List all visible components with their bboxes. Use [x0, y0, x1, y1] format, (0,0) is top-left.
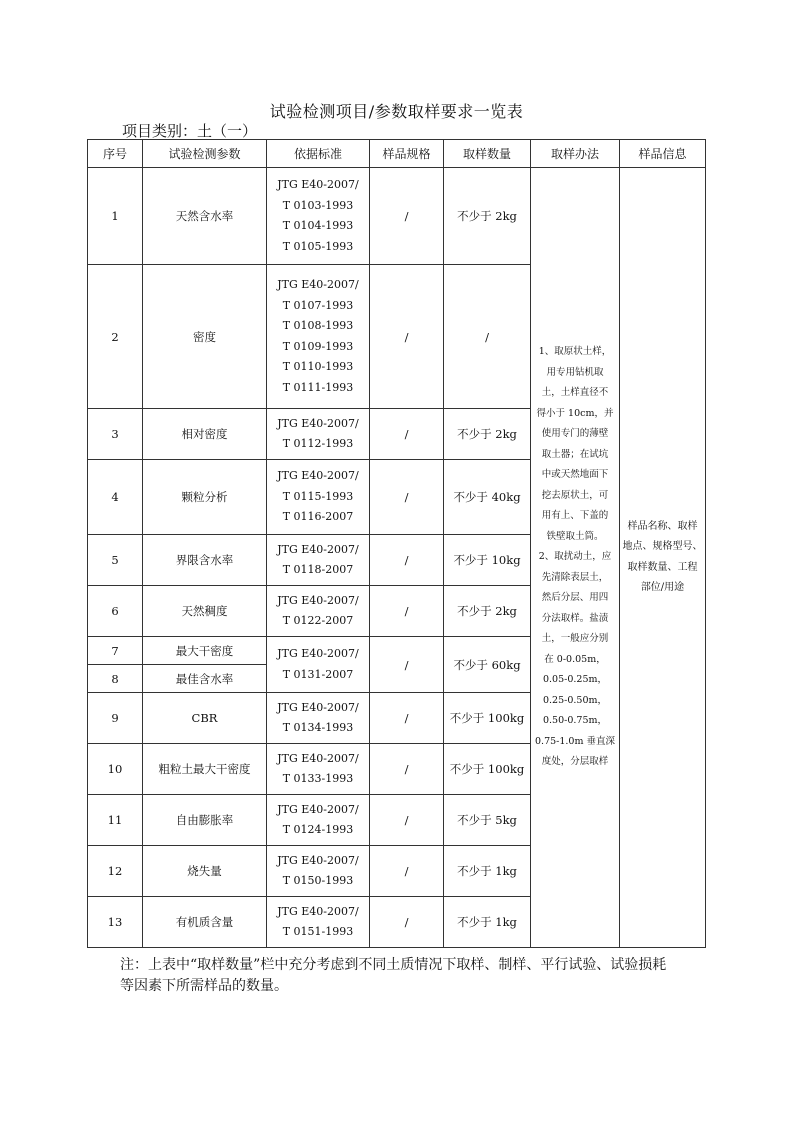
standard-line: JTG E40-2007/: [277, 853, 359, 867]
standard-line: T 0150-1993: [282, 874, 354, 887]
header-spec: 样品规格: [370, 140, 444, 168]
row-parameter: CBR: [143, 693, 267, 744]
row-parameter: 天然含水率: [143, 168, 267, 265]
standard-line: JTG E40-2007/: [277, 416, 359, 430]
footnote: [120, 955, 700, 997]
row-standard: [267, 744, 370, 795]
sampling-requirements-table: [87, 139, 706, 948]
row-spec: /: [370, 744, 444, 795]
row-number: 11: [88, 795, 143, 846]
method-line: 中或天然地面下: [541, 469, 609, 481]
standard-line: JTG E40-2007/: [277, 593, 359, 607]
row-quantity: /: [444, 265, 531, 409]
row-parameter: 烧失量: [143, 846, 267, 897]
method-line: 用有上、下盖的: [541, 510, 609, 522]
row-number: 6: [88, 586, 143, 637]
info-line: 取样数量、工程: [627, 561, 698, 573]
row-spec: /: [370, 265, 444, 409]
row-standard: [267, 693, 370, 744]
header-no: 序号: [88, 140, 143, 168]
method-line: 2、取扰动土，应: [538, 551, 612, 563]
standard-line: T 0104-1993: [282, 219, 354, 232]
row-number: 13: [88, 897, 143, 948]
row-number: 5: [88, 535, 143, 586]
standard-line: T 0118-2007: [282, 563, 354, 576]
row-number: 1: [88, 168, 143, 265]
row-quantity: 不少于 2kg: [444, 586, 531, 637]
standard-line: T 0133-1993: [282, 772, 354, 785]
method-line: 0.05-0.25m，: [542, 674, 608, 686]
row-spec: /: [370, 535, 444, 586]
standard-line: JTG E40-2007/: [277, 278, 359, 291]
row-quantity: 不少于 1kg: [444, 846, 531, 897]
method-line: 先清除表层土，: [541, 571, 609, 583]
standard-line: T 0110-1993: [282, 360, 354, 373]
row-spec: /: [370, 897, 444, 948]
row-spec: /: [370, 586, 444, 637]
row-quantity: 不少于 100kg: [444, 744, 531, 795]
method-line: 度处，分层取样: [541, 756, 609, 768]
standard-line: JTG E40-2007/: [277, 469, 359, 483]
row-quantity: 不少于 2kg: [444, 409, 531, 460]
header-standard: 依据标准: [267, 140, 370, 168]
row-standard: [267, 409, 370, 460]
standard-line: T 0111-1993: [282, 380, 354, 394]
row-quantity: 不少于 10kg: [444, 535, 531, 586]
row-number: 9: [88, 693, 143, 744]
method-line: 土，一般应分别: [541, 633, 609, 645]
footnote-line: 等因素下所需样品的数量。: [120, 978, 288, 994]
row-spec: /: [370, 846, 444, 897]
info-line: 样品名称、取样: [627, 520, 698, 532]
row-quantity: 不少于 40kg: [444, 460, 531, 535]
header-param: 试验检测参数: [143, 140, 267, 168]
row-standard: [267, 897, 370, 948]
standard-line: T 0107-1993: [282, 298, 354, 312]
row-standard: [267, 168, 370, 265]
method-line: 然后分层、用四: [541, 592, 609, 604]
method-line: 使用专门的薄壁: [541, 428, 609, 440]
row-parameter: 天然稠度: [143, 586, 267, 637]
standard-line: JTG E40-2007/: [277, 700, 359, 714]
sampling-method-cell: [531, 168, 620, 948]
row-number: 12: [88, 846, 143, 897]
standard-line: T 0131-2007: [282, 667, 354, 681]
standard-line: JTG E40-2007/: [277, 178, 359, 191]
row-number: 10: [88, 744, 143, 795]
footnote-line: 注：上表中“取样数量”栏中充分考虑到不同土质情况下取样、制样、平行试验、试验损耗: [120, 957, 667, 973]
method-line: 得小于 10cm，并: [536, 407, 614, 419]
row-standard: [267, 265, 370, 409]
row-spec: /: [370, 693, 444, 744]
standard-line: T 0134-1993: [282, 721, 354, 734]
project-category: 项目类别：土（一）: [122, 122, 258, 140]
row-spec: /: [370, 460, 444, 535]
method-line: 0.50-0.75m，: [542, 715, 608, 727]
row-parameter: 密度: [143, 265, 267, 409]
row-spec: /: [370, 795, 444, 846]
row-quantity: 不少于 5kg: [444, 795, 531, 846]
row-standard: [267, 846, 370, 897]
row-parameter: 颗粒分析: [143, 460, 267, 535]
standard-line: JTG E40-2007/: [277, 904, 359, 918]
row-spec: /: [370, 409, 444, 460]
row-spec: /: [370, 168, 444, 265]
header-method: 取样办法: [531, 140, 620, 168]
row-standard: [267, 460, 370, 535]
row-spec: /: [370, 637, 444, 693]
row-quantity: 不少于 1kg: [444, 897, 531, 948]
row-parameter: 自由膨胀率: [143, 795, 267, 846]
row-number: 7: [88, 637, 143, 665]
standard-line: T 0112-1993: [282, 437, 354, 450]
standard-line: JTG E40-2007/: [277, 542, 359, 556]
row-number: 2: [88, 265, 143, 409]
row-parameter: 有机质含量: [143, 897, 267, 948]
info-line: 部位/用途: [640, 582, 685, 593]
row-quantity: 不少于 2kg: [444, 168, 531, 265]
row-parameter: 界限含水率: [143, 535, 267, 586]
row-parameter: 相对密度: [143, 409, 267, 460]
method-line: 0.75-1.0m 垂直深: [535, 735, 615, 747]
method-line: 1、取原状土样，: [538, 346, 612, 358]
row-standard: [267, 637, 370, 693]
method-line: 用专用钻机取: [546, 366, 604, 378]
row-parameter: 最大干密度: [143, 637, 267, 665]
standard-line: JTG E40-2007/: [277, 802, 359, 816]
row-standard: [267, 795, 370, 846]
standard-line: T 0115-1993: [282, 489, 354, 503]
standard-line: T 0151-1993: [282, 925, 354, 938]
document-title: 试验检测项目/参数取样要求一览表: [269, 102, 524, 121]
row-parameter: 粗粒土最大干密度: [143, 744, 267, 795]
row-number: 3: [88, 409, 143, 460]
info-line: 地点、规格型号、: [622, 541, 703, 552]
method-line: 挖去原状土，可: [541, 489, 609, 501]
row-standard: [267, 586, 370, 637]
standard-line: T 0124-1993: [282, 823, 354, 836]
standard-line: T 0105-1993: [282, 239, 354, 253]
row-number: 4: [88, 460, 143, 535]
standard-line: T 0103-1993: [282, 198, 354, 212]
sample-info-cell: [620, 168, 706, 948]
method-line: 土，土样直径不: [541, 387, 609, 399]
header-sample-info: 样品信息: [620, 140, 706, 168]
standard-line: T 0122-2007: [282, 614, 354, 627]
row-number: 8: [88, 665, 143, 693]
standard-line: T 0109-1993: [282, 339, 354, 353]
table-row: [88, 168, 706, 265]
table-header-row: [88, 140, 706, 168]
method-line: 在 0-0.05m，: [544, 653, 606, 665]
row-standard: [267, 535, 370, 586]
row-quantity: 不少于 100kg: [444, 693, 531, 744]
standard-line: JTG E40-2007/: [277, 751, 359, 765]
row-quantity: 不少于 60kg: [444, 637, 531, 693]
header-quantity: 取样数量: [444, 140, 531, 168]
method-line: 0.25-0.50m，: [542, 694, 608, 706]
row-parameter: 最佳含水率: [143, 665, 267, 693]
standard-line: T 0108-1993: [282, 319, 354, 332]
method-line: 铁壁取土筒。: [546, 530, 604, 542]
method-line: 分法取样。盐渍: [541, 612, 609, 624]
standard-line: JTG E40-2007/: [277, 647, 359, 660]
standard-line: T 0116-2007: [282, 510, 354, 524]
method-line: 取土器；在试坑: [541, 448, 609, 460]
